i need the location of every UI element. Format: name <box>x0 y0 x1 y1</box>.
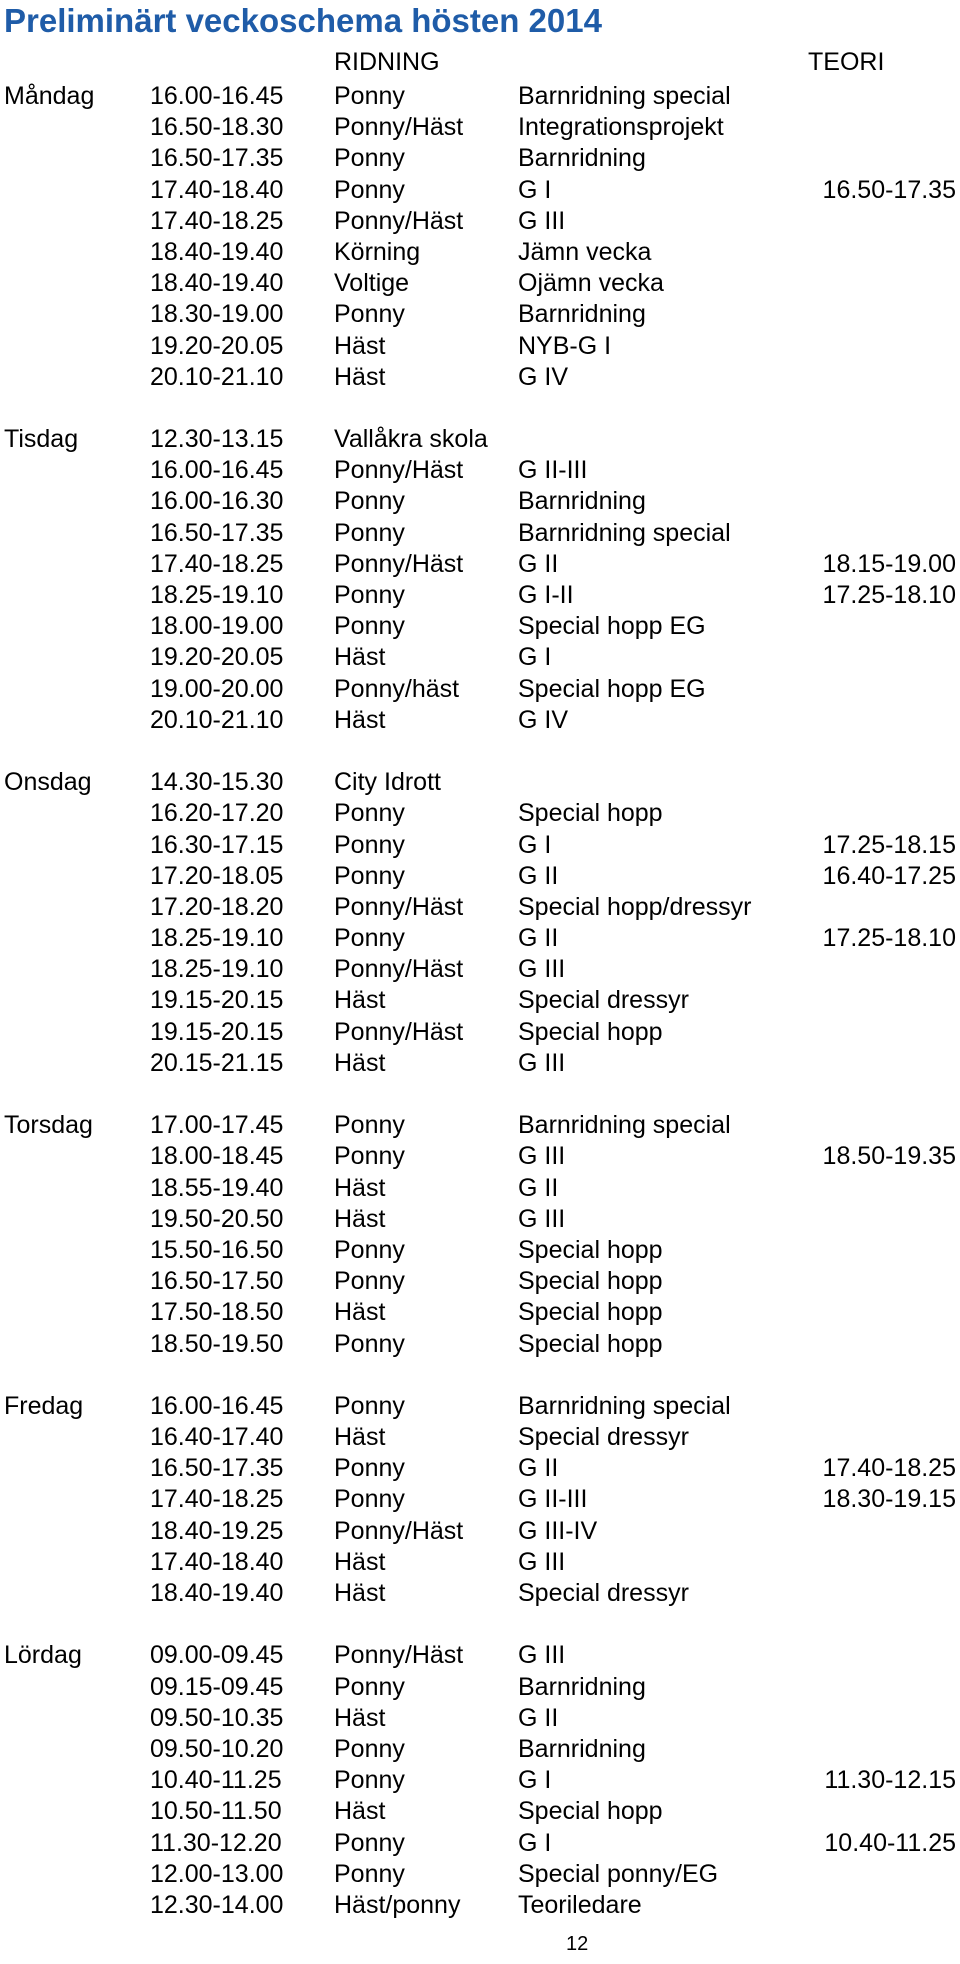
group-cell: G I <box>518 1766 552 1795</box>
group-cell: G I <box>518 643 552 672</box>
group-cell: Special ponny/EG <box>518 1859 719 1888</box>
time-cell: 19.50-20.50 <box>150 1204 284 1233</box>
schedule-row <box>0 767 960 798</box>
group-cell: Jämn vecka <box>518 237 652 266</box>
type-cell: Ponny <box>334 175 405 204</box>
schedule-row <box>0 237 960 268</box>
group-cell: Barnridning <box>518 144 646 173</box>
schedule-row <box>0 143 960 174</box>
type-cell: Ponny <box>334 1111 405 1140</box>
time-cell: 20.15-21.15 <box>150 1048 284 1077</box>
group-cell: Ojämn vecka <box>518 269 664 298</box>
type-cell: Ponny/Häst <box>334 955 464 984</box>
group-cell: G II <box>518 861 559 890</box>
schedule-row <box>0 1048 960 1079</box>
type-cell: Voltige <box>334 269 410 298</box>
type-cell: Häst <box>334 1173 386 1202</box>
schedule-row <box>0 1796 960 1827</box>
time-cell: 18.40-19.40 <box>150 269 284 298</box>
type-cell: Häst <box>334 1048 386 1077</box>
time-cell: 18.40-19.40 <box>150 1579 284 1607</box>
time-cell: 12.30-14.00 <box>150 1890 284 1919</box>
teori-cell: 17.40-18.25 <box>822 1454 956 1483</box>
group-cell: G II <box>518 924 559 953</box>
schedule-row <box>0 206 960 237</box>
type-cell: Häst/ponny <box>334 1890 461 1919</box>
time-cell: 17.40-18.25 <box>150 206 284 235</box>
group-cell: Special hopp <box>518 799 663 828</box>
teori-cell: 17.25-18.15 <box>822 830 956 859</box>
type-cell: Ponny <box>334 1235 405 1264</box>
type-cell: City Idrott <box>334 768 441 797</box>
time-cell: 16.00-16.45 <box>150 82 284 110</box>
type-cell: Häst <box>334 1204 386 1233</box>
teori-cell: 18.15-19.00 <box>822 549 956 578</box>
time-cell: 14.30-15.30 <box>150 768 284 797</box>
group-cell: G I <box>518 1828 552 1857</box>
group-cell: Teoriledare <box>518 1890 642 1919</box>
day-cell: Måndag <box>4 82 95 110</box>
teori-cell: 10.40-11.25 <box>824 1828 956 1857</box>
group-cell: Special dressyr <box>518 1423 689 1452</box>
schedule-row <box>0 1141 960 1172</box>
schedule-row <box>0 424 960 455</box>
group-cell: G III <box>518 1547 566 1576</box>
time-cell: 19.20-20.05 <box>150 643 284 672</box>
schedule-row <box>0 1703 960 1734</box>
group-cell: Barnridning <box>518 1734 646 1763</box>
type-cell: Häst <box>334 986 386 1015</box>
group-cell: Special hopp EG <box>518 612 706 641</box>
group-cell: Integrationsprojekt <box>518 113 724 142</box>
group-cell: G IV <box>518 362 569 391</box>
type-cell: Ponny <box>334 1329 405 1358</box>
time-cell: 16.50-17.35 <box>150 1454 284 1483</box>
type-cell: Ponny <box>334 861 405 890</box>
schedule-row <box>0 549 960 580</box>
time-cell: 20.10-21.10 <box>150 705 284 734</box>
time-cell: 19.20-20.05 <box>150 331 284 360</box>
schedule-row <box>0 1422 960 1453</box>
schedule-row <box>0 798 960 829</box>
time-cell: 10.40-11.25 <box>150 1766 282 1795</box>
schedule-row <box>0 81 960 112</box>
group-cell: NYB-G I <box>518 331 612 360</box>
schedule-row <box>0 985 960 1016</box>
column-header-ridning: RIDNING <box>334 48 440 76</box>
schedule-row <box>0 830 960 861</box>
type-cell: Häst <box>334 643 386 672</box>
type-cell: Häst <box>334 362 386 391</box>
schedule-row <box>0 923 960 954</box>
group-cell: Barnridning special <box>518 518 731 547</box>
type-cell: Ponny/Häst <box>334 1516 464 1545</box>
group-cell: G II <box>518 1454 559 1483</box>
time-cell: 16.30-17.15 <box>150 830 284 859</box>
page-number: 12 <box>566 1933 589 1955</box>
group-cell: Special hopp EG <box>518 674 706 703</box>
day-cell: Torsdag <box>4 1111 93 1140</box>
schedule-row <box>0 1297 960 1328</box>
schedule-row <box>0 1110 960 1141</box>
time-cell: 09.50-10.35 <box>150 1703 284 1732</box>
schedule-row <box>0 1547 960 1578</box>
schedule-row <box>0 1890 960 1921</box>
time-cell: 18.30-19.00 <box>150 300 284 329</box>
time-cell: 16.50-18.30 <box>150 113 284 142</box>
group-cell: G I <box>518 830 552 859</box>
schedule-row <box>0 892 960 923</box>
time-cell: 20.10-21.10 <box>150 362 284 391</box>
schedule-row <box>0 455 960 486</box>
time-cell: 16.00-16.30 <box>150 487 284 516</box>
group-cell: G I-II <box>518 581 574 609</box>
time-cell: 16.20-17.20 <box>150 799 284 828</box>
group-cell: Special dressyr <box>518 1579 689 1607</box>
teori-cell: 11.30-12.15 <box>824 1766 956 1795</box>
schedule-row <box>0 861 960 892</box>
type-cell: Ponny <box>334 1828 405 1857</box>
group-cell: Special hopp <box>518 1017 663 1046</box>
schedule-row <box>0 299 960 330</box>
schedule-row <box>0 705 960 736</box>
time-cell: 19.15-20.15 <box>150 986 284 1015</box>
type-cell: Ponny <box>334 300 405 329</box>
group-cell: Special hopp/dressyr <box>518 892 752 921</box>
type-cell: Ponny <box>334 1485 405 1514</box>
time-cell: 17.40-18.25 <box>150 1485 284 1514</box>
time-cell: 17.20-18.20 <box>150 892 284 921</box>
group-cell: Barnridning special <box>518 1111 731 1140</box>
teori-cell: 17.25-18.10 <box>822 924 956 953</box>
schedule-row <box>0 1235 960 1266</box>
schedule-row <box>0 1734 960 1765</box>
schedule-row <box>0 1484 960 1515</box>
teori-cell: 16.40-17.25 <box>822 861 956 890</box>
type-cell: Ponny <box>334 1391 405 1420</box>
time-cell: 19.00-20.00 <box>150 674 284 703</box>
time-cell: 18.25-19.10 <box>150 924 284 953</box>
group-cell: G III <box>518 1204 566 1233</box>
schedule-row <box>0 1453 960 1484</box>
schedule-row <box>0 611 960 642</box>
time-cell: 16.50-17.35 <box>150 518 284 547</box>
group-cell: G II <box>518 1703 559 1732</box>
time-cell: 16.00-16.45 <box>150 456 284 485</box>
group-cell: G III <box>518 1048 566 1077</box>
time-cell: 12.00-13.00 <box>150 1859 284 1888</box>
type-cell: Ponny <box>334 799 405 828</box>
group-cell: Barnridning <box>518 487 646 516</box>
time-cell: 09.15-09.45 <box>150 1672 284 1701</box>
type-cell: Häst <box>334 1797 386 1826</box>
type-cell: Ponny/Häst <box>334 206 464 235</box>
group-cell: Special hopp <box>518 1797 663 1826</box>
schedule-row <box>0 362 960 393</box>
schedule-row <box>0 1828 960 1859</box>
schedule-row <box>0 1516 960 1547</box>
type-cell: Vallåkra skola <box>334 425 488 454</box>
group-cell: G II-III <box>518 456 588 485</box>
time-cell: 19.15-20.15 <box>150 1017 284 1046</box>
schedule-row <box>0 580 960 611</box>
type-cell: Ponny <box>334 82 405 110</box>
teori-cell: 18.30-19.15 <box>822 1485 956 1514</box>
time-cell: 15.50-16.50 <box>150 1235 284 1264</box>
time-cell: 17.40-18.40 <box>150 175 284 204</box>
schedule-row <box>0 175 960 206</box>
type-cell: Ponny <box>334 1734 405 1763</box>
time-cell: 09.00-09.45 <box>150 1641 284 1670</box>
group-cell: G I <box>518 175 552 204</box>
teori-cell: 17.25-18.10 <box>822 581 956 609</box>
schedule-row <box>0 1391 960 1422</box>
time-cell: 18.40-19.25 <box>150 1516 284 1545</box>
time-cell: 11.30-12.20 <box>150 1828 282 1857</box>
schedule-row <box>0 1266 960 1297</box>
group-cell: G III <box>518 206 566 235</box>
schedule-row <box>0 674 960 705</box>
time-cell: 16.40-17.40 <box>150 1423 284 1452</box>
schedule-row <box>0 486 960 517</box>
schedule-row <box>0 1329 960 1360</box>
group-cell: Special hopp <box>518 1329 663 1358</box>
type-cell: Häst <box>334 1298 386 1327</box>
time-cell: 18.00-18.45 <box>150 1142 284 1171</box>
type-cell: Ponny <box>334 1142 405 1171</box>
group-cell: G III <box>518 1641 566 1670</box>
schedule-row <box>0 1204 960 1235</box>
schedule-row <box>0 954 960 985</box>
type-cell: Ponny <box>334 1859 405 1888</box>
group-cell: Barnridning special <box>518 1391 731 1420</box>
teori-cell: 16.50-17.35 <box>822 175 956 204</box>
group-cell: G II <box>518 549 559 578</box>
group-cell: G III <box>518 955 566 984</box>
type-cell: Ponny <box>334 144 405 173</box>
time-cell: 17.50-18.50 <box>150 1298 284 1327</box>
time-cell: 12.30-13.15 <box>150 425 284 454</box>
time-cell: 17.20-18.05 <box>150 861 284 890</box>
type-cell: Ponny <box>334 1267 405 1296</box>
time-cell: 18.40-19.40 <box>150 237 284 266</box>
type-cell: Ponny/Häst <box>334 113 464 142</box>
schedule-row <box>0 1859 960 1890</box>
group-cell: G III-IV <box>518 1516 598 1545</box>
type-cell: Ponny <box>334 924 405 953</box>
type-cell: Häst <box>334 1547 386 1576</box>
type-cell: Ponny <box>334 487 405 516</box>
type-cell: Ponny/Häst <box>334 1017 464 1046</box>
type-cell: Ponny <box>334 830 405 859</box>
time-cell: 16.00-16.45 <box>150 1391 284 1420</box>
type-cell: Ponny <box>334 581 405 609</box>
type-cell: Häst <box>334 1703 386 1732</box>
schedule-table <box>0 81 960 1921</box>
type-cell: Ponny <box>334 1766 405 1795</box>
time-cell: 16.50-17.50 <box>150 1267 284 1296</box>
type-cell: Ponny/Häst <box>334 456 464 485</box>
schedule-row <box>0 1672 960 1703</box>
time-cell: 17.00-17.45 <box>150 1111 284 1140</box>
time-cell: 16.50-17.35 <box>150 144 284 173</box>
schedule-row <box>0 518 960 549</box>
day-cell: Fredag <box>4 1391 84 1420</box>
type-cell: Ponny <box>334 518 405 547</box>
type-cell: Ponny <box>334 1672 405 1701</box>
group-cell: Barnridning <box>518 300 646 329</box>
type-cell: Ponny/Häst <box>334 1641 464 1670</box>
type-cell: Ponny <box>334 1454 405 1483</box>
group-cell: G III <box>518 1142 566 1171</box>
time-cell: 17.40-18.40 <box>150 1547 284 1576</box>
schedule-row <box>0 112 960 143</box>
time-cell: 10.50-11.50 <box>150 1797 282 1826</box>
schedule-row <box>0 331 960 362</box>
type-cell: Häst <box>334 1423 386 1452</box>
time-cell: 18.00-19.00 <box>150 612 284 641</box>
type-cell: Ponny <box>334 612 405 641</box>
schedule-row <box>0 1173 960 1204</box>
schedule-row <box>0 1017 960 1048</box>
day-cell: Onsdag <box>4 768 92 797</box>
group-cell: Special dressyr <box>518 986 689 1015</box>
time-cell: 18.50-19.50 <box>150 1329 284 1358</box>
schedule-row <box>0 268 960 299</box>
type-cell: Ponny/Häst <box>334 892 464 921</box>
type-cell: Häst <box>334 705 386 734</box>
day-cell: Tisdag <box>4 425 79 454</box>
group-cell: Barnridning <box>518 1672 646 1701</box>
column-header-teori: TEORI <box>808 48 885 76</box>
group-cell: G II-III <box>518 1485 588 1514</box>
group-cell: Special hopp <box>518 1298 663 1327</box>
schedule-row <box>0 1640 960 1671</box>
group-cell: Barnridning special <box>518 82 731 110</box>
group-cell: G IV <box>518 705 569 734</box>
type-cell: Häst <box>334 331 386 360</box>
time-cell: 18.25-19.10 <box>150 581 284 609</box>
type-cell: Ponny/häst <box>334 674 460 703</box>
group-cell: G II <box>518 1173 559 1202</box>
time-cell: 18.25-19.10 <box>150 955 284 984</box>
teori-cell: 18.50-19.35 <box>822 1142 956 1171</box>
group-cell: Special hopp <box>518 1235 663 1264</box>
type-cell: Häst <box>334 1579 386 1607</box>
time-cell: 18.55-19.40 <box>150 1173 284 1202</box>
day-cell: Lördag <box>4 1641 82 1670</box>
group-cell: Special hopp <box>518 1267 663 1296</box>
page-title: Preliminärt veckoschema hösten 2014 <box>4 2 602 39</box>
time-cell: 09.50-10.20 <box>150 1734 284 1763</box>
type-cell: Ponny/Häst <box>334 549 464 578</box>
time-cell: 17.40-18.25 <box>150 549 284 578</box>
type-cell: Körning <box>334 237 421 266</box>
schedule-row <box>0 1578 960 1609</box>
schedule-row <box>0 1765 960 1796</box>
schedule-row <box>0 642 960 673</box>
